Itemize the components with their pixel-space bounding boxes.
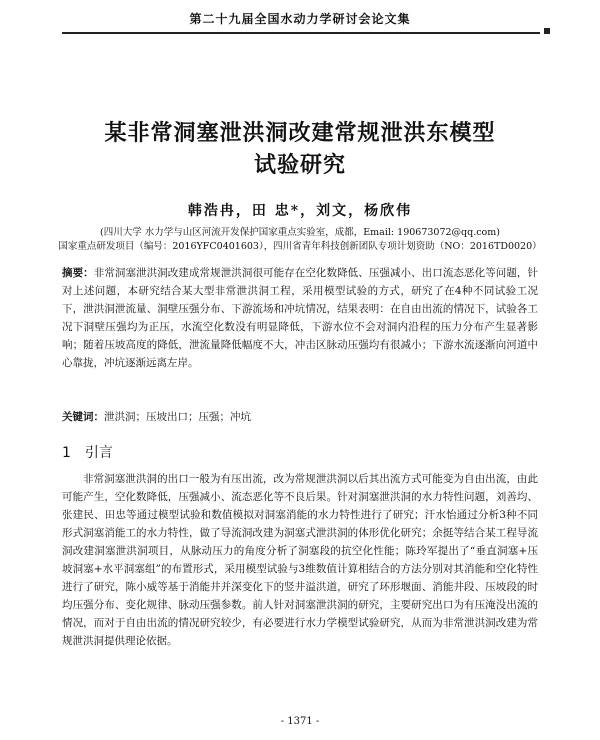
abstract-label: 摘要：: [62, 267, 94, 279]
affiliation: (四川大学 水力学与山区河流开发保护国家重点实验室，成都，Email: 190673072@qq.com): [100, 227, 500, 238]
keywords: [62, 408, 538, 426]
abstract-text: 非常洞塞泄洪洞改建成常规泄洪洞很可能存在空化数降低、压强减小、出口流态恶化等问题，针对上述问题，本研究结合某大型非常泄洪洞工程，采用模型试验的方式，研究了在4种不同试验工况下，泄洪洞泄流量、洞壁压强分布、下游流场和冲坑情况，结果表明：在自由出流的情况下，试验各工况下洞壁压强均为正压，水流空化数没有明显降低，下游水位不会对洞内沿程的压力分布产生显著影响；随着压坡高度的降低，泄流量降低幅度不大，冲击区脉动压强均有很减小；下游水流逐渐向河道中心靠拢，冲坑逐渐远离左岸。: [62, 267, 539, 369]
abstract: [62, 264, 538, 372]
paper-title: [40, 118, 560, 182]
header-mark: [544, 28, 550, 34]
page-number: - 1371 -: [280, 716, 320, 727]
keywords-label: 关键词：: [62, 411, 104, 423]
section-title: 引言: [84, 445, 113, 461]
keywords-text: 泄洪洞；压坡出口；压强；冲坑: [104, 411, 251, 423]
intro-paragraph: 非常洞塞泄洪洞的出口一般为有压出流，改为常规泄洪洞以后其出流方式可能变为自由出流，由此可能产生，空化数降低，压强减小、流态恶化等不良后果。针对洞塞泄洪洞的水力特性问题，刘善均、张建民、田忠等通过模型试验和数值模拟对洞塞消能的水力特性进行了研究；汗水怡通过分析3种不同形式洞塞消能工的水力特性，做了导流洞改建为洞塞式泄洪洞的体形优化研究；余挺等结合某工程导流洞改建洞塞泄洪洞项目，从脉动压力的角度分析了洞塞段的抗空化性能；陈玲军提出了“垂直洞塞+压坡洞塞+水平洞塞组”的布置形式，采用模型试验与3维数值计算相结合的方法分别对其消能和空化特性进行了研究，陈小威等基于消能井并深变化下的竖井溢洪道，研究了环形堰面、消能井段、压坡段的时均压强分布、变化规律、脉动压强参数。前人针对洞塞泄洪洞的研究，主要研究出口为有压淹没出流的情况，而对于自由出流的情况研究较少，有必要进行水力学模型试验研究，从而为非常泄洪洞改建为常规泄洪洞提供理论依据。: [62, 473, 538, 647]
fund-info: 国家重点研发项目（编号：2016YFC0401603），四川省青年科技创新团队专项计划资助（NO：2016TD0020）: [58, 241, 542, 252]
header-rule: [62, 32, 540, 34]
running-header: 第二十九届全国水动力学研讨会论文集: [189, 12, 411, 26]
section-number: 1: [62, 445, 71, 461]
authors: 韩浩冉，田 忠*，刘文，杨欣伟: [187, 203, 413, 219]
section-heading: [62, 442, 113, 462]
title-line-2: 试验研究: [253, 153, 346, 178]
title-line-1: 某非常洞塞泄洪洞改建常规泄洪东模型: [104, 121, 496, 146]
